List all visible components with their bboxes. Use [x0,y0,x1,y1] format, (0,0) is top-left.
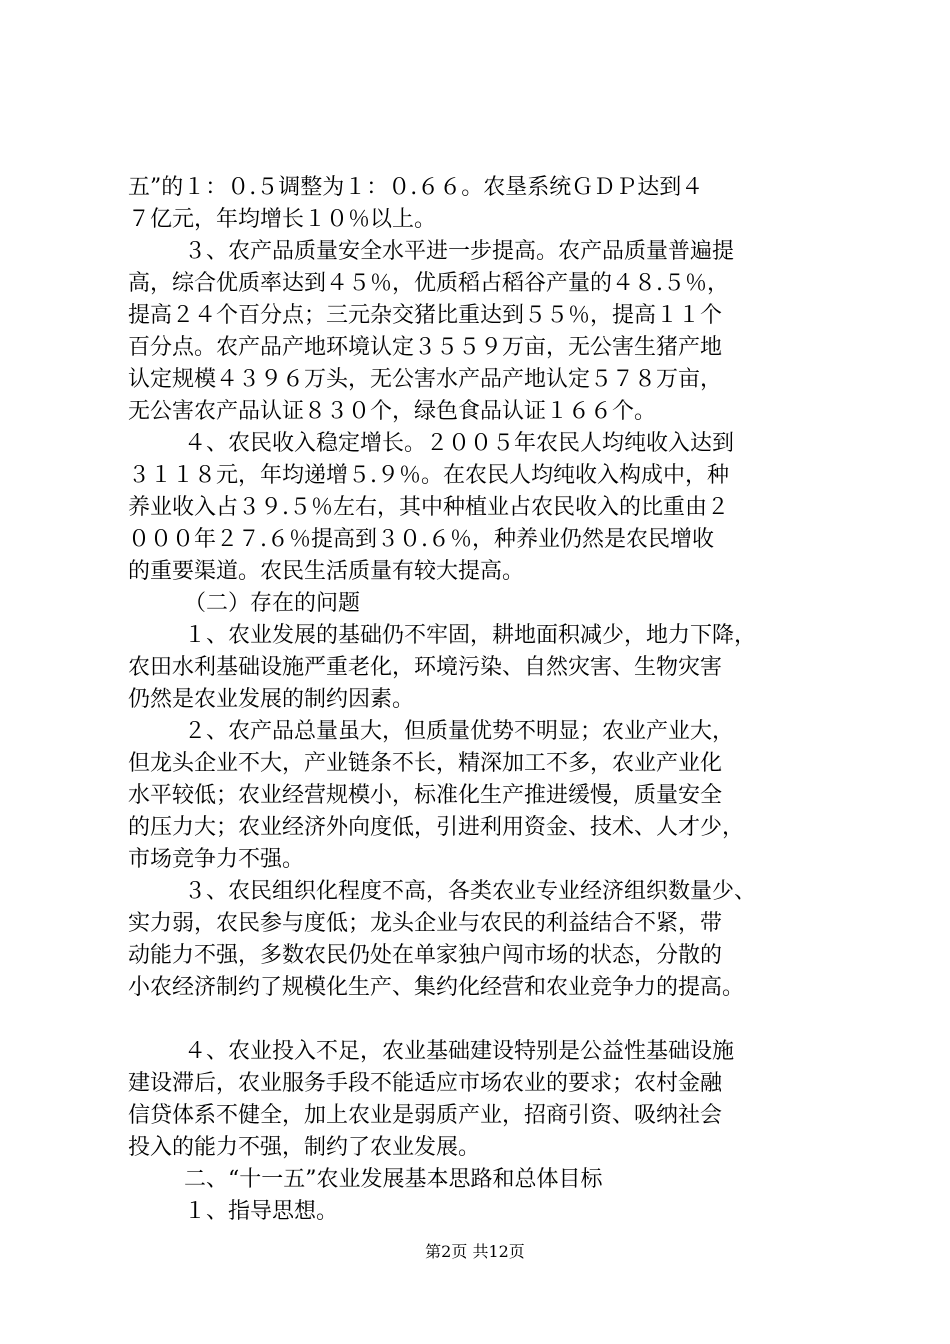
text-line: 建设滞后，农业服务手段不能适应市场农业的要求；农村金融 [128,1071,723,1096]
text-line: 小农经济制约了规模化生产、集约化经营和农业竞争力的提高。 [128,975,745,1000]
text-line: ０００年２７.６％提高到３０.６％，种养业仍然是农民增收 [128,527,714,552]
text-line: 但龙头企业不大，产业链条不长，精深加工不多，农业产业化 [128,751,723,776]
text-line: 实力弱，农民参与度低；龙头企业与农民的利益结合不紧，带 [128,911,723,936]
text-line: ７亿元，年均增长１０％以上。 [128,207,437,232]
body-text [128,172,828,1228]
text-line: 水平较低；农业经营规模小，标准化生产推进缓慢，质量安全 [128,783,723,808]
text-line: 的压力大；农业经济外向度低，引进利用资金、技术、人才少， [128,815,745,840]
text-line: ３１１８元，年均递增５.９％。在农民人均纯收入构成中，种 [128,463,729,488]
text-line: 的重要渠道。农民生活质量有较大提高。 [128,559,525,584]
text-line: ４、农业投入不足，农业基础建设特别是公益性基础设施 [184,1039,735,1064]
text-line: ３、农民组织化程度不高，各类农业专业经济组织数量少、 [184,879,757,904]
page-number-footer: 第2页 共12页 [425,1242,525,1261]
text-line: ３、农产品质量安全水平进一步提高。农产品质量普遍提 [184,239,735,264]
text-line: 百分点。农产品产地环境认定３５５９万亩，无公害生猪产地 [128,335,723,360]
text-line: 信贷体系不健全，加上农业是弱质产业，招商引资、吸纳社会 [128,1103,723,1128]
text-line: 五”的１：０.５调整为１：０.６６。农垦系统ＧＤＰ达到４ [128,175,704,200]
text-line: 认定规模４３９６万头，无公害水产品产地认定５７８万亩， [128,367,723,392]
text-line: 投入的能力不强，制约了农业发展。 [128,1135,481,1160]
text-line: 仍然是农业发展的制约因素。 [128,687,415,712]
text-line: 高，综合优质率达到４５％，优质稻占稻谷产量的４８.５％， [128,271,729,296]
text-line: 提高２４个百分点；三元杂交猪比重达到５５％，提高１１个 [128,303,723,328]
section-heading: （二）存在的问题 [184,591,361,616]
text-line: 动能力不强，多数农民仍处在单家独户闯市场的状态，分散的 [128,943,723,968]
text-line: １、农业发展的基础仍不牢固，耕地面积减少，地力下降， [184,623,757,648]
text-line: 无公害农产品认证８３０个，绿色食品认证１６６个。 [128,399,657,424]
text-line: ４、农民收入稳定增长。２００５年农民人均纯收入达到 [184,431,735,456]
text-line: 养业收入占３９.５％左右，其中种植业占农民收入的比重由２ [128,495,729,520]
text-line: 农田水利基础设施严重老化，环境污染、自然灾害、生物灾害 [128,655,723,680]
text-line: 市场竞争力不强。 [128,847,305,872]
text-line: ２、农产品总量虽大，但质量优势不明显；农业产业大， [184,719,735,744]
section-heading: 二、“十一五”农业发展基本思路和总体目标 [184,1167,603,1192]
blank-line [128,1004,828,1036]
text-line: １、指导思想。 [184,1199,339,1224]
